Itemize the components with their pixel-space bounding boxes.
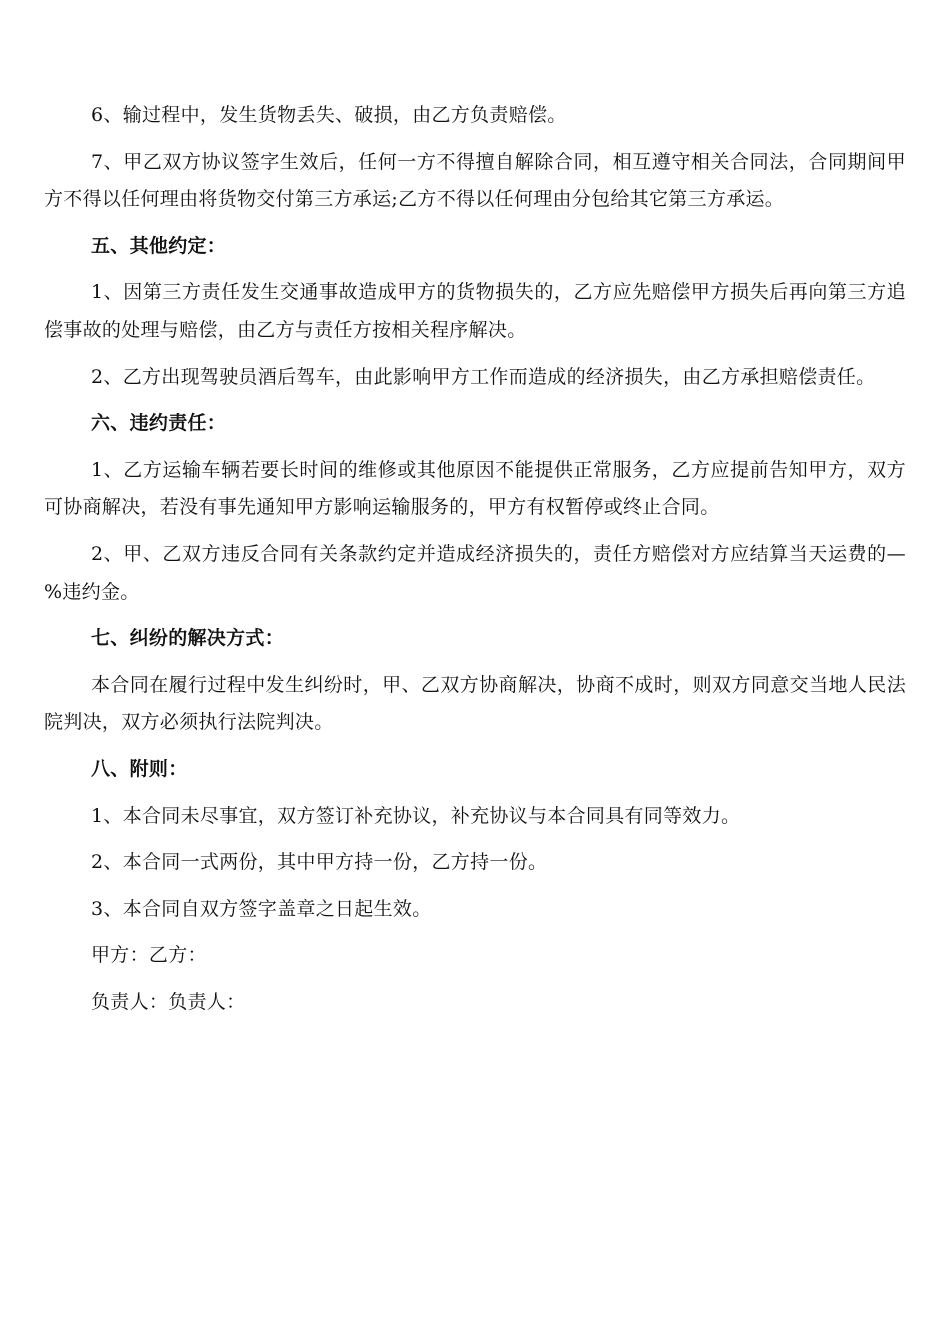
signature-parties: 甲方：乙方： [91, 944, 207, 967]
section-heading-supplementary: 八、附则： [91, 757, 188, 780]
breach-clause-1-vehicle-repair: 1、乙方运输车辆若要长时间的维修或其他原因不能提供正常服务，乙方应提前告知甲方，双方可协商解决，若没有事先通知甲方影响运输服务的，甲方有权暂停或终止合同。 [44, 458, 906, 519]
breach-clause-2-penalty: 2、甲、乙双方违反合同有关条款约定并造成经济损失的，责任方赔偿对方应结算当天运费的—%违约金。 [44, 542, 906, 603]
other-clause-1-third-party-accident: 1、因第三方责任发生交通事故造成甲方的货物损失的，乙方应先赔偿甲方损失后再向第三方追偿事故的处理与赔偿，由乙方与责任方按相关程序解决。 [44, 281, 906, 341]
supplementary-clause-2: 2、本合同一式两份，其中甲方持一份，乙方持一份。 [91, 851, 548, 874]
other-clause-2-drunk-driving: 2、乙方出现驾驶员酒后驾车，由此影响甲方工作而造成的经济损失，由乙方承担赔偿责任。 [91, 365, 876, 388]
dispute-clause: 本合同在履行过程中发生纠纷时，甲、乙双方协商解决，协商不成时，则双方同意交当地人民法院判决，双方必须执行法院判决。 [44, 673, 906, 734]
supplementary-clause-1: 1、本合同未尽事宜，双方签订补充协议，补充协议与本合同具有同等效力。 [91, 804, 741, 827]
section-heading-other-agreements: 五、其他约定： [91, 234, 227, 257]
section-heading-breach-liability: 六、违约责任： [91, 412, 227, 435]
signature-responsible-persons: 负责人：负责人： [91, 990, 246, 1013]
section-heading-dispute-resolution: 七、纠纷的解决方式： [91, 627, 285, 650]
clause-7-no-termination: 7、甲乙双方协议签字生效后，任何一方不得擅自解除合同，相互遵守相关合同法，合同期间甲方不得以任何理由将货物交付第三方承运;乙方不得以任何理由分包给其它第三方承运。 [44, 150, 906, 211]
clause-6-transport-loss: 6、输过程中，发生货物丢失、破损，由乙方负责赔偿。 [91, 104, 567, 126]
supplementary-clause-3: 3、本合同自双方签字盖章之日起生效。 [91, 897, 432, 920]
